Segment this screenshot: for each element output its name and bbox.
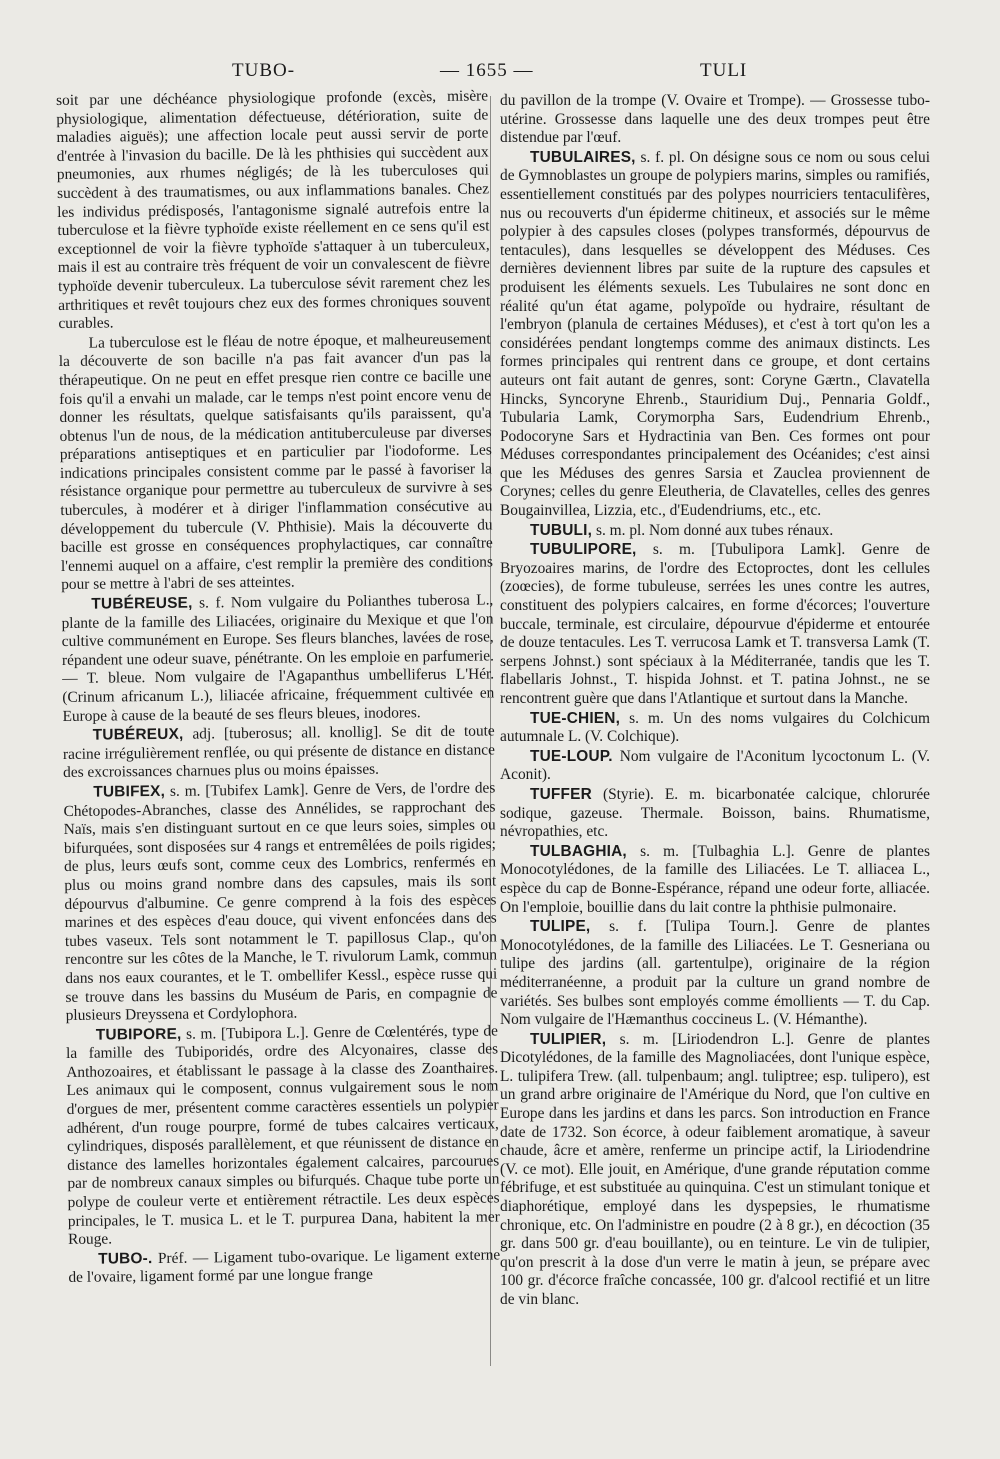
entry-headword: TUFFER [530,785,592,803]
running-head-left: TUBO- [232,60,296,81]
running-head-right: TULI [700,60,748,81]
entry-headword: TUBULI, [530,521,593,539]
entry-body: s. m. [Tulbaghia L.]. Genre de plantes Monocotylédones, de la famille des Liliacées. Le T. alliacea L., espèce du cap de Bonne-Espérance, répand une odeur forte, alliacée. On l'emploie, bouillie dans du lait contre la phthisie pulmonaire. [500,842,930,916]
entry-body: Nom vulgaire de l'Aconitum lycoctonum L. (V. Aconit). [500,747,930,784]
dictionary-entry [68,1246,500,1288]
dictionary-entry [500,541,930,708]
entry-headword: TULIPE, [530,918,591,936]
entry-body: (Styrie). E. m. bicarbonatée calcique, chlorurée sodique, gazeuse. Thermale. Boisson, bains. Rhumatisme, névropathies, etc. [500,785,930,841]
entry-body: s. f. pl. On désigne sous ce nom ou sous celui de Gymnoblastes un groupe de polypiers marins, simples ou ramifiés, essentiellement constitués par des polypes nourriciers tentaculifères, nus ou recouverts d'un épiderme chitineux, et associés sur le même polypier à des capsules closes (polypes transformés, dépourvus de tentacules), dans lesquelles se développent des Méduses. Ces dernières deviennent libres par suite de la rupture des capsules et produisent les éléments sexuels. Les Tubulaires ne sont donc en réalité qu'un état agame, polypoïde ou hydraire, résultant de l'embryon (planula de certaines Méduses), et c'est à tort qu'on les a considérées pendant longtemps comme des animaux distincts. Les formes principales qui rentrent dans ce groupe, et dont certains auteurs ont fait autant de genres, sont: Coryne Gærtn., Clavatella Hincks, Syncoryne Ehrenb., Stauridium Duj., Pennaria Goldf., Tubularia Lamk, Corymorpha Sars, Eudendrium Ehrenb., Podocoryne Sars et Hydractinia van Ben. Ces formes ont pour Méduses correspondantes principalement des Océanides; c'est ainsi que les Méduses des genres Sarsia et Zauclea proviennent de Corynes; celles du genre Eleutheria, de Clavatelles, celles des genres Bougainvillea, Lizzia, etc., d'Eudendriums, etc., etc. [500,148,930,520]
right-column [500,92,930,1311]
entry-headword: TUE-LOUP. [530,747,613,765]
entry-body: s. m. [Tubipora L.]. Genre de Cœlentérés, type de la famille des Tubiporidés, ordre des Alcyonaires, classe des Anthozoaires, et établissant le passage à la classe des Zoanthaires. Les animaux qui le composent, connus vulgairement sous le nom d'orgues de mer, présentent comme caractères essentiels un polypier adhérent, d'un rouge pourpre, formé de tubes calcaires verticaux, cylindriques, disposés parallèlement, et que réunissent de distance en distance des lamelles horizontales également calcaires, parcourues par de nombreux canaux simples ou bifurqués. Chaque tube porte un polype de couleur verte et entièrement rétractile. Les deux espèces principales, le T. musica L. et le T. purpurea Dana, habitent la mer Rouge. [65,1022,500,1249]
page-number: — 1655 — [440,60,534,81]
dictionary-entry [63,779,498,1025]
dictionary-entry [61,591,494,726]
entry-body: s. m. pl. Nom donné aux tubes rénaux. [595,521,834,539]
entry-body: s. m. [Tubulipora Lamk]. Genre de Bryozoaires marins, de l'ordre des Ectoproctes, dont les cellules (zoœcies), de forme tubuleuse, serrées les unes contre les autres, constituent des polypiers calcaires, en forme d'écorces; l'ouverture buccale, terminale, est circulaire, dépourvue d'épiderme et entourée de douze tentacules. Les T. verrucosa Lamk et T. transversa Lamk (T. serpens Johnst.) sont spéciaux à la Méditerranée, tandis que les T. flabellaris Johnst., T. hispida Johnst. et T. patina Johnst., ne se rencontrent guère que dans l'Atlantique et surtout dans la Manche. [500,541,930,707]
dictionary-entry [500,710,930,747]
entry-headword: TUBIPORE, [95,1025,182,1044]
dictionary-entry [66,1022,500,1250]
dictionary-entry [500,522,930,541]
continuation-paragraph: La tuberculose est le fléau de notre époque, et malheureusement la découverte de son bacille n'a pas fait avancer d'un pas la thérapeutique. On ne peut en effet presque rien contre ce bacille une fois qu'il a envahi un malade, car le temps n'est point encore venu de donner les résultats, quelque satisfaisants qu'ils paraissent, qu'a obtenus l'un de nous, de la médication antituberculeuse par diverses préparations antiseptiques et en particulier par l'iodoforme. Les indications principales consistent comme par le passé à favoriser la résistance organique pour permettre au tuberculeux de survivre à ses tubercules, à modérer et à diriger l'inflammation consécutive au développement du tubercule (V. Phthisie). Mais la découverte du bacille est grosse en conséquences prophylactiques, car connaître l'ennemi auquel on a affaire, c'est remplir la première des conditions pour se mettre à l'abri de ses atteintes. [58,330,494,594]
entry-headword: TUBÉREUSE, [91,594,193,613]
entry-headword: TULBAGHIA, [530,842,627,860]
entry-body: s. m. [Tubifex Lamk]. Genre de Vers, de l'ordre des Chétopodes-Abranches, classe des Annélides, se rapprochant des Naïs, mais s'en distinguant surtout en ce que leurs soies, simples ou bifurquées, sont disposées sur 4 rangs et entremêlées de poils rigides; de plus, leurs œufs sont, comme ceux des Lombrics, renfermés en plus ou moins grand nombre dans des capsules, mais ils sont dépourvus d'albumine. Ce genre comprend à la fois des espèces marines et des espèces d'eau douce, qui vivent enfoncées dans des tubes vaseux. Tels sont notamment le T. papillosus Clap., qu'on rencontre sur les côtes de la Manche, le T. rivulorum Lamk, commun dans nos eaux courantes, et le T. ombellifer Kessl., espèce russe qui se trouve dans les bassins du Muséum de Paris, en compagnie de plusieurs Dreyssena et Cordylophora. [63,779,498,1025]
dictionary-entry [500,918,930,1030]
dictionary-entry [500,1031,930,1310]
dictionary-entry [500,843,930,917]
dictionary-entry [500,748,930,785]
entry-headword: TULIPIER, [530,1030,607,1048]
continuation-paragraph: soit par une déchéance physiologique profonde (excès, misère physiologique, alimentation défectueuse, détérioration, suite de maladies aiguës); une affection locale peut aussi servir de porte d'entrée à l'invasion du bacille. De là les phthisies qui succèdent aux pneumonies, aux rhumes négligés; de là les tuberculoses qui succèdent à des traumatismes, ou aux inflammations banales. Chez les individus prédisposés, l'antagonisme signalé autrefois entre la tuberculose et la fièvre typhoïde existe réellement en ce sens qu'il est exceptionnel de voir la fièvre typhoïde s'attaquer à un tuberculeux, mais il est au contraire très fréquent de voir un convalescent de fièvre typhoïde devenir tuberculeux. La tuberculose sévit rarement chez les arthritiques et revêt toujours chez eux des formes chroniques souvent curables. [56,87,491,333]
continuation-paragraph: du pavillon de la trompe (V. Ovaire et Trompe). — Grossesse tubo-utérine. Grossesse dans laquelle une des deux trompes peut être distendue par l'œuf. [500,92,930,147]
dictionary-entry [500,786,930,842]
dictionary-entry [63,723,496,783]
entry-body: s. m. [Liriodendron L.]. Genre de plantes Dicotylédones, de la famille des Magnoliacées, dont l'unique espèce, L. tulipifera Trew. (all. tulpenbaum; angl. tuliptree; esp. tulipero), est un grand arbre originaire de l'Amérique du Nord, que l'on cultive en Europe dans les jardins et dans les parcs. Son introduction en France date de 1732. Son écorce, à odeur faiblement aromatique, à saveur chaude, âcre et amère, renferme un principe actif, la Liriodendrine (V. ce mot). Elle jouit, en Amérique, d'une grande réputation comme fébrifuge, et est substituée au quinquina. C'est un stimulant tonique et diaphorétique, employé dans les dyspepsies, le rhumatisme chronique, etc. On l'administre en poudre (2 à 8 gr.), en décoction (35 gr. dans 500 gr. d'eau bouillante), ou en teinture. Le vin de tulipier, qu'on prescrit à la dose d'un verre le matin à jeun, se prépare avec 100 gr. d'écorce fraîche concassée, 100 gr. d'alcool rectifié et un litre de vin blanc. [500,1030,931,1308]
entry-headword: TUBÉREUX, [92,725,184,744]
entry-body: s. f. [Tulipa Tourn.]. Genre de plantes Monocotylédones, de la famille des Liliacées. Le T. Gesneriana ou tulipe des jardins (all. gartentulpe), originaire de la région méditerranéenne, a produit par la culture un grand nombre de variétés. Ses bulbes sont employés comme émollients — T. du Cap. Nom vulgaire de l'Hæmanthus coccineus L. (V. Hémanthe). [500,918,930,1029]
entry-headword: TUBULAIRES, [530,148,636,166]
running-head [0,60,1000,86]
entry-body: s. f. Nom vulgaire du Polianthes tuberosa L., plante de la famille des Liliacées, originaire du Mexique et que l'on cultive communément en Europe. Ses fleurs blanches, lavées de rose, répandent une odeur suave, pénétrante. On les emploie en parfumerie. — T. bleue. Nom vulgaire de l'Agapanthus umbelliferus L'Hér. (Crinum africanum L.), liliacée africaine, fréquemment cultivée en Europe à cause de la beauté de ses fleurs bleues, inodores. [61,591,495,725]
left-column [56,87,501,1288]
entry-headword: TUBO-. [98,1249,153,1268]
entry-headword: TUBIFEX, [93,782,166,801]
entry-headword: TUE-CHIEN, [530,709,621,727]
entry-headword: TUBULIPORE, [530,541,637,559]
entry-body: s. m. Un des noms vulgaires du Colchicum autumnale L. (V. Colchique). [500,709,930,746]
entry-body: adj. [tuberosus; all. knollig]. Se dit de toute racine irrégulièrement renflée, ou qui présente de distance en distance des excroissances charnues plus ou moins épaisses. [62,722,496,782]
dictionary-entry [500,149,930,521]
entry-body: Préf. — Ligament tubo-ovarique. Le ligament externe de l'ovaire, ligament formé par une longue frange [68,1246,501,1287]
